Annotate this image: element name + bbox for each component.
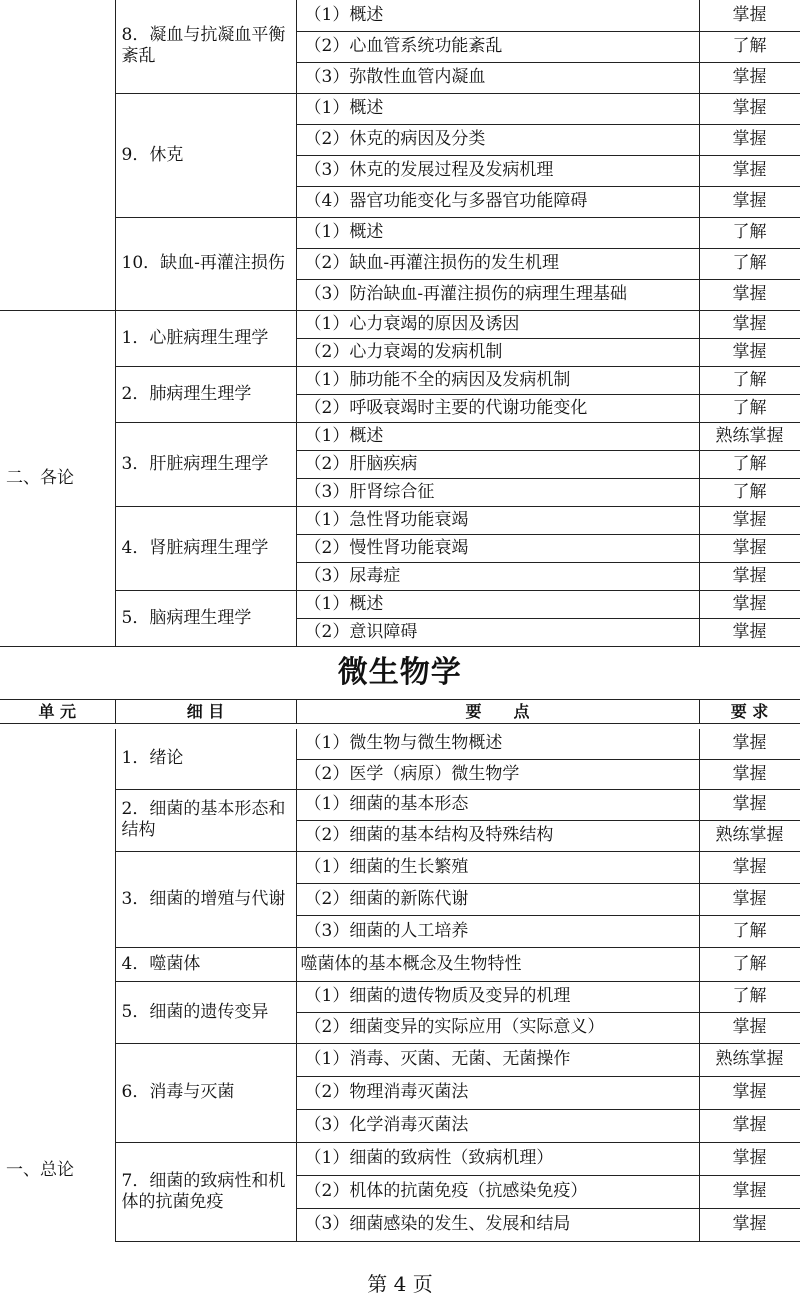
section-title-row: [0, 646, 800, 699]
unit-cell: [0, 0, 115, 310]
point-cell: （1）概述: [296, 590, 699, 618]
table-row: [0, 729, 800, 759]
point-cell: （2）休克的病因及分类: [296, 124, 699, 155]
point-cell: （1）消毒、灭菌、无菌、无菌操作: [296, 1043, 699, 1076]
table-row: [0, 1142, 800, 1175]
point-cell: （2）呼吸衰竭时主要的代谢功能变化: [296, 394, 699, 422]
sub-item-cell: 1．绪论: [115, 729, 296, 789]
point-cell: （2）心力衰竭的发病机制: [296, 338, 699, 366]
table-row: [0, 310, 800, 338]
point-cell: （1）概述: [296, 422, 699, 450]
sub-item-cell: 2．细菌的基本形态和结构: [115, 789, 296, 851]
requirement-cell: 掌握: [699, 1208, 800, 1241]
sub-item-cell: 4．噬菌体: [115, 947, 296, 981]
requirement-cell: 掌握: [699, 1109, 800, 1142]
requirement-cell: 了解: [699, 217, 800, 248]
requirement-cell: 了解: [699, 366, 800, 394]
requirement-cell: 掌握: [699, 506, 800, 534]
header-unit: 单 元: [0, 699, 115, 723]
requirement-cell: 了解: [699, 394, 800, 422]
point-cell: （2）细菌变异的实际应用（实际意义）: [296, 1012, 699, 1043]
point-cell: （3）休克的发展过程及发病机理: [296, 155, 699, 186]
point-cell: （1）肺功能不全的病因及发病机制: [296, 366, 699, 394]
point-cell: （3）尿毒症: [296, 562, 699, 590]
sub-item-cell: 4．肾脏病理生理学: [115, 506, 296, 590]
requirement-cell: 掌握: [699, 93, 800, 124]
point-cell: （3）肝肾综合征: [296, 478, 699, 506]
point-cell: （2）细菌的基本结构及特殊结构: [296, 820, 699, 851]
point-cell: （2）细菌的新陈代谢: [296, 883, 699, 915]
requirement-cell: 了解: [699, 450, 800, 478]
sub-item-cell: 6．消毒与灭菌: [115, 1043, 296, 1142]
requirement-cell: 掌握: [699, 186, 800, 217]
requirement-cell: 掌握: [699, 155, 800, 186]
requirement-cell: 掌握: [699, 729, 800, 759]
point-cell: （4）器官功能变化与多器官功能障碍: [296, 186, 699, 217]
point-cell: （1）细菌的基本形态: [296, 789, 699, 820]
sub-item-cell: 7．细菌的致病性和机体的抗菌免疫: [115, 1142, 296, 1241]
sub-item-cell: 2．肺病理生理学: [115, 366, 296, 422]
unit-cell: 一、总论: [0, 729, 115, 1241]
table-row: [0, 506, 800, 534]
point-cell: （2）缺血-再灌注损伤的发生机理: [296, 248, 699, 279]
requirement-cell: 掌握: [699, 338, 800, 366]
requirement-cell: 掌握: [699, 534, 800, 562]
table-row: [0, 981, 800, 1012]
point-cell: （3）化学消毒灭菌法: [296, 1109, 699, 1142]
point-cell: （2）物理消毒灭菌法: [296, 1076, 699, 1109]
requirement-cell: 了解: [699, 915, 800, 947]
table-header-row: [0, 699, 800, 723]
point-cell: （2）慢性肾功能衰竭: [296, 534, 699, 562]
requirement-cell: 掌握: [699, 1076, 800, 1109]
table-row: [0, 93, 800, 124]
header-requirement: 要 求: [699, 699, 800, 723]
point-cell: （1）细菌的致病性（致病机理）: [296, 1142, 699, 1175]
requirement-cell: 掌握: [699, 1012, 800, 1043]
requirement-cell: 了解: [699, 31, 800, 62]
requirement-cell: 熟练掌握: [699, 1043, 800, 1076]
requirement-cell: 掌握: [699, 851, 800, 883]
table-row: [0, 217, 800, 248]
point-cell: （1）细菌的遗传物质及变异的机理: [296, 981, 699, 1012]
point-cell: （3）细菌的人工培养: [296, 915, 699, 947]
table-row: [0, 947, 800, 981]
sub-item-cell: 8．凝血与抗凝血平衡紊乱: [115, 0, 296, 93]
point-cell: （1）概述: [296, 217, 699, 248]
point-cell: （3）弥散性血管内凝血: [296, 62, 699, 93]
requirement-cell: 了解: [699, 478, 800, 506]
sub-item-cell: 3．细菌的增殖与代谢: [115, 851, 296, 947]
sub-item-cell: 1．心脏病理生理学: [115, 310, 296, 366]
requirement-cell: 掌握: [699, 124, 800, 155]
table-row: [0, 590, 800, 618]
sub-item-cell: 9．休克: [115, 93, 296, 217]
sub-item-cell: 5．脑病理生理学: [115, 590, 296, 646]
requirement-cell: 掌握: [699, 759, 800, 789]
point-cell: （1）细菌的生长繁殖: [296, 851, 699, 883]
section-title: 微生物学: [0, 646, 800, 699]
point-cell: （3）细菌感染的发生、发展和结局: [296, 1208, 699, 1241]
sub-item-cell: 10．缺血-再灌注损伤: [115, 217, 296, 310]
point-cell: （1）概述: [296, 0, 699, 31]
table-row: [0, 1043, 800, 1076]
requirement-cell: 了解: [699, 947, 800, 981]
table-row: [0, 0, 800, 31]
table-row: [0, 422, 800, 450]
point-cell: 噬菌体的基本概念及生物特性: [296, 947, 699, 981]
table-row: [0, 789, 800, 820]
sub-item-cell: 3．肝脏病理生理学: [115, 422, 296, 506]
requirement-cell: 掌握: [699, 1175, 800, 1208]
requirement-cell: 熟练掌握: [699, 820, 800, 851]
sub-item-cell: 5．细菌的遗传变异: [115, 981, 296, 1043]
requirement-cell: 掌握: [699, 0, 800, 31]
page-number: 第 4 页: [367, 1272, 433, 1296]
header-point: 要 点: [296, 699, 699, 723]
header-sub-item: 细 目: [115, 699, 296, 723]
microbiology-table: [0, 729, 800, 1242]
requirement-cell: 熟练掌握: [699, 422, 800, 450]
table-row: [0, 851, 800, 883]
requirement-cell: 掌握: [699, 618, 800, 646]
point-cell: （2）心血管系统功能紊乱: [296, 31, 699, 62]
requirement-cell: 掌握: [699, 883, 800, 915]
requirement-cell: 掌握: [699, 1142, 800, 1175]
point-cell: （2）肝脑疾病: [296, 450, 699, 478]
point-cell: （1）急性肾功能衰竭: [296, 506, 699, 534]
point-cell: （2）医学（病原）微生物学: [296, 759, 699, 789]
requirement-cell: 掌握: [699, 590, 800, 618]
point-cell: （1）心力衰竭的原因及诱因: [296, 310, 699, 338]
point-cell: （3）防治缺血-再灌注损伤的病理生理基础: [296, 279, 699, 310]
requirement-cell: 掌握: [699, 562, 800, 590]
requirement-cell: 了解: [699, 981, 800, 1012]
point-cell: （2）机体的抗菌免疫（抗感染免疫）: [296, 1175, 699, 1208]
point-cell: （1）概述: [296, 93, 699, 124]
point-cell: （1）微生物与微生物概述: [296, 729, 699, 759]
requirement-cell: 了解: [699, 248, 800, 279]
requirement-cell: 掌握: [699, 789, 800, 820]
requirement-cell: 掌握: [699, 62, 800, 93]
requirement-cell: 掌握: [699, 279, 800, 310]
requirement-cell: 掌握: [699, 310, 800, 338]
table-row: [0, 366, 800, 394]
unit-cell: 二、各论: [0, 310, 115, 646]
point-cell: （2）意识障碍: [296, 618, 699, 646]
